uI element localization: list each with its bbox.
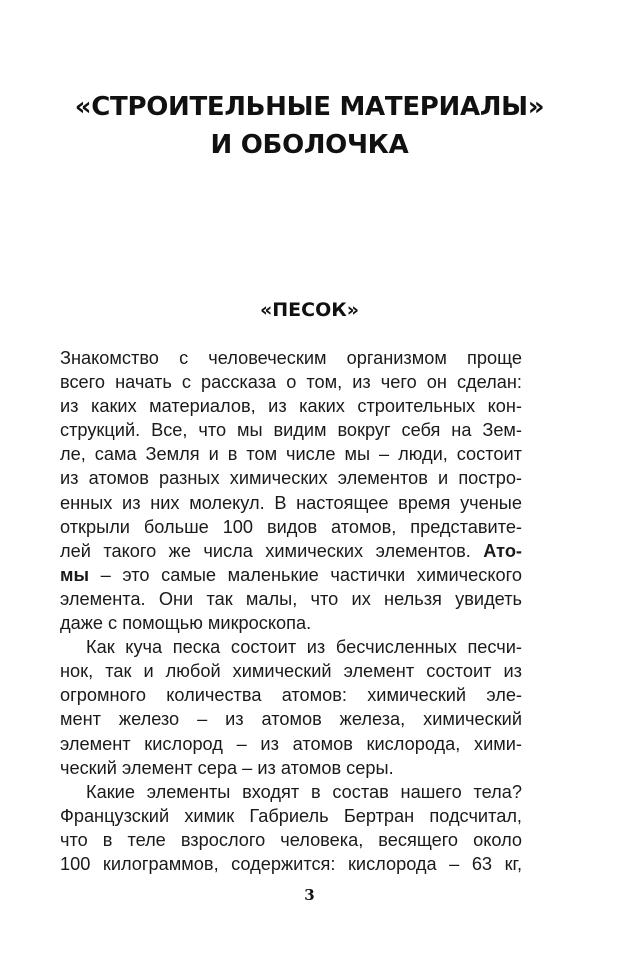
text-line: Какие элементы входят в состав нашего тела? bbox=[86, 781, 522, 802]
text-line: ле, сама Земля и в том числе мы – люди, состоит bbox=[60, 444, 522, 465]
body-text bbox=[60, 346, 522, 876]
text-line: ческий элемент сера – из атомов серы. bbox=[60, 757, 394, 778]
text-line: мент железо – из атомов железа, химический bbox=[60, 709, 522, 730]
paragraph-1 bbox=[60, 346, 522, 635]
paragraph-3 bbox=[60, 780, 522, 876]
text-line: 100 килограммов, содержится: кислорода – 63 кг, bbox=[60, 853, 522, 874]
chapter-title bbox=[0, 88, 619, 164]
paragraph-2 bbox=[60, 635, 522, 780]
text-line: Французский химик Габриель Бертран подсчитал, bbox=[60, 805, 522, 826]
chapter-title-line-1: «СТРОИТЕЛЬНЫЕ МАТЕРИАЛЫ» bbox=[74, 92, 545, 122]
text-line: нок, так и любой химический элемент состоит из bbox=[60, 661, 522, 682]
text-line: элемент кислород – из атомов кислорода, хими- bbox=[60, 733, 522, 754]
text-line: даже с помощью микроскопа. bbox=[60, 613, 312, 634]
text-line: открыли больше 100 видов атомов, представите- bbox=[60, 516, 522, 537]
chapter-title-line-2: И ОБОЛОЧКА bbox=[210, 130, 409, 160]
text-segment: лей такого же числа химических элементов. bbox=[60, 540, 484, 561]
text-line: всего начать с рассказа о том, из чего он сделан: bbox=[60, 372, 522, 393]
text-line: Как куча песка состоит из бесчисленных песчи- bbox=[86, 637, 522, 658]
text-line: что в теле взрослого человека, весящего около bbox=[60, 829, 522, 850]
text-line bbox=[60, 563, 522, 587]
text-line: из каких материалов, из каких строительных кон- bbox=[60, 396, 522, 417]
text-line: енных из них молекул. В настоящее время ученые bbox=[60, 492, 522, 513]
term-atoms-part-1: Ато- bbox=[483, 540, 522, 561]
text-line: струкций. Все, что мы видим вокруг себя на Зем- bbox=[60, 420, 522, 441]
section-title: «ПЕСОК» bbox=[259, 299, 360, 321]
text-line: Знакомство с человеческим организмом проще bbox=[60, 348, 522, 368]
text-line bbox=[60, 539, 522, 563]
term-atoms-part-2: мы bbox=[60, 564, 89, 585]
text-line: из атомов разных химических элементов и постро- bbox=[60, 468, 522, 489]
page-number: 3 bbox=[304, 886, 315, 904]
text-segment: – это самые маленькие частички химического bbox=[89, 564, 522, 585]
text-line: элемента. Они так малы, что их нельзя увидеть bbox=[60, 588, 522, 609]
text-line: огромного количества атомов: химический эле- bbox=[60, 685, 522, 706]
